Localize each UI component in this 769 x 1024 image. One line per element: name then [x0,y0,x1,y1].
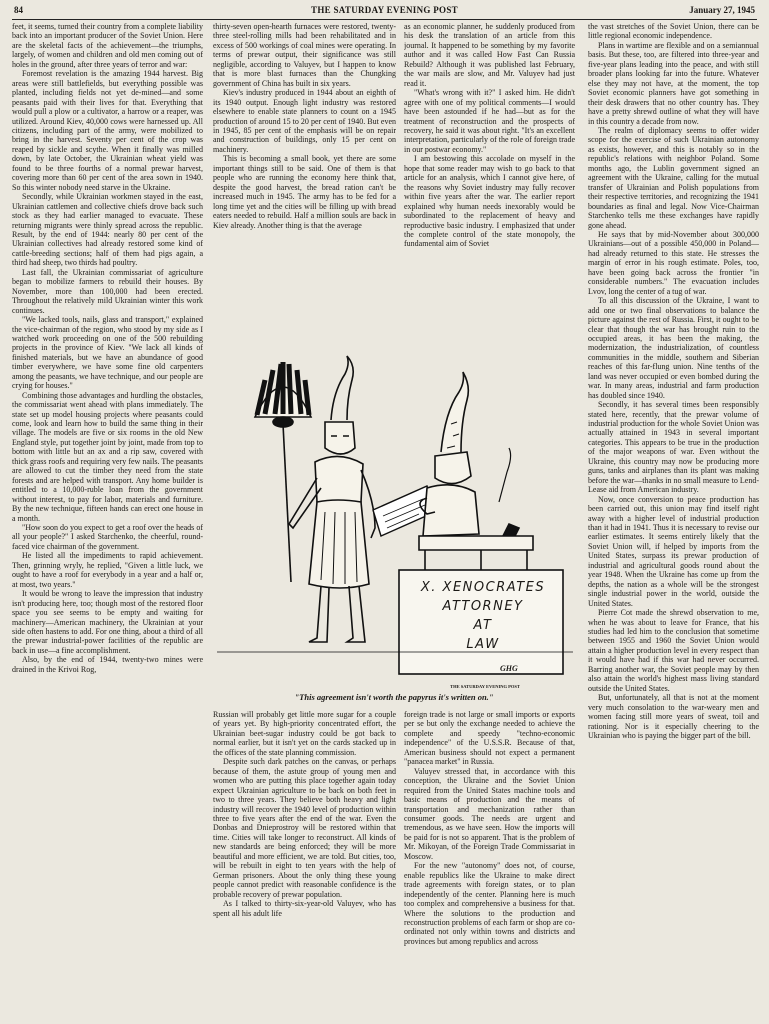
paragraph: the vast stretches of the Soviet Union, there can be little regional economic independence. [588,22,759,41]
sign-line: ATTORNEY [442,599,524,614]
paragraph: To all this discussion of the Ukraine, I want to add one or two final observations to balance the picture against the rest of Russia. First, it ought to be clear that though the war has brought ruin to the occupied areas, it has been the making, the modernization, the industrialization, of countless communities in the middle, southern and Siberian reaches of this far-flung union. Nine tenths of the land was never occupied or even bombed during the war. In many areas, industrial and farm production has doubled since 1940. [588,296,759,400]
column-2-bottom [213,710,396,1020]
paragraph: thirty-seven open-hearth furnaces were restored, twenty-three steel-rolling mills had been rehabilitated and in excess of 500 workings of coal mines were operating. In terms of prewar output, their significance was still negligible, according to Valuyev, but I happen to know that is more blast furnaces than the Chungking government of China has built in six years. [213,22,396,88]
column-1 [12,22,203,1020]
cartoon-credit: THE SATURDAY EVENING POST [450,684,520,689]
paragraph: Valuyev stressed that, in accordance with this conception, the Ukraine and the Soviet Union required from the United States machine tools and basic means of production and the means of transportation and mechanization rather than consumer goods. The needs are urgent and tremendous, as we have seen. How the imports will be paid for is not so apparent. That is the problem of Mr. Mikoyan, of the Foreign Trade Commissariat in Moscow. [404,766,575,861]
paragraph: Now, once conversion to peace production has been carried out, this union may find itself right away with a higher level of industrial production than it had in 1941. Thus it is necessary to revise our earlier estimates. It seems entirely likely that the Soviet Union will, if helped by imports from the United States, surpass its prewar production of industrial and agricultural goods round about the year 1948. When the Ukraine has come up from the depths, the nation as a whole will be the strongest single industrial power in the world, outside the United States. [588,494,759,608]
paragraph: He listed all the impediments to rapid achievement. Then, grinning wryly, he replied, "Given a little luck, we ought to have a roof for everybody in a year and a half or, at most, two years." [12,551,203,589]
paragraph: For the new "autonomy" does not, of course, enable republics like the Ukraine to make direct trade agreements with foreign states, or to plan independently of the center. Planning here is much too complex and comprehensive a business for that. Where the solutions to the production and reconstruction problems of each farm or shop are co-ordinated not only within towns and districts and provinces but among republics and across [404,861,575,946]
sign-line: LAW [466,637,500,652]
paragraph: Secondly, while Ukrainian workmen stayed in the east, Ukrainian cattlemen and collective chiefs drove back such stock as they had earlier managed to evacuate. These returning migrants were thinly spread across the republic. Result, by the end of 1944: nearly 80 per cent of the Ukrainian collectives had already restored some kind of cattle-breeding sections; half of them had pigs again, a third had sheep, two thirds had poultry. [12,192,203,268]
paragraph: as an economic planner, he suddenly produced from his desk the translation of an article from this journal. It happened to be something by my favorite author and it was called How Fast Can Russia Rebuild? Although it was published last February, the war mails are slow, and Mr. Valuyev had just read it. [404,22,575,88]
cartoon-caption: "This agreement isn't worth the papyrus it's written on." [294,692,494,702]
paragraph: Kiev's industry produced in 1944 about an eighth of its 1940 output. Enough light industry was restored elsewhere to enable state planners to count on a 1945 production of around 15 to 20 per cent of 1940. But even in 1945, 85 per cent of the emphasis will be on repair and construction of buildings, only 15 per cent on machinery. [213,88,396,154]
paragraph: "What's wrong with it?" I asked him. He didn't agree with one of my political comments—I would have been astounded if he had—but as for the treatment of reconstruction and the prospects of recovery, he said it was about right. "It's an excellent interpretation, particularly of the role of foreign trade in our postwar economy." [404,88,575,154]
paragraph: But, unfortunately, all that is not at the moment very much consolation to the war-weary men and women facing still more years of sweat, toil and rationing. Nor is it especially cheering to the Ukrainian who is paying the bigger part of the bill. [588,693,759,740]
paragraph: Plans in wartime are flexible and on a semiannual basis. But these, too, are filtered into three-year and five-year plans leading into the peace, and with still broader plans looking far into the future. Whatever else they may not have, at the moment, the top Soviet economic planners have got something in their desk drawers that no other country has. They have a pretty shrewd outline of what they will have in this country a decade from now. [588,40,759,126]
paragraph: Secondly, it has several times been responsibly stated here, recently, that the prewar volume of industrial production for the whole Soviet Union was actually attained in 1943 in several important categories. This appears to be true in the production of the major weapons of war. Even without the Ukraine, this country may now be producing more guns, tanks and airplanes than its plant was making before the war—thanks in no small measure to Lend-Lease aid from American industry. [588,400,759,495]
sign-line: AT [473,618,493,633]
artist-signature: GHG [500,664,518,673]
header-rule [12,19,757,20]
column-3-bottom [404,710,575,1020]
fan-icon [255,362,311,582]
attorney-sign-text [408,578,558,654]
paragraph: Russian will probably get little more sugar for a couple of years yet. By high-priority concentrated effort, the Ukrainian beet-sugar industry could be got back to normal earlier, but it isn't yet on the cards stacked up in the offices of the state planning commission. [213,710,396,757]
paragraph: The realm of diplomacy seems to offer wider scope for the exercise of such Ukrainian autonomy as exists, however, and this is notably so in the republic's relations with neighbor Poland. Some months ago, the Lublin government signed an agreement with the Ukraine, calling for the mutual transfer of Ukrainian and Polish populations from their respective territories, and recognizing the 1941 boundaries as final and legal. Now Vice-Chairman Starchenko tells me these exchanges have rapidly gone ahead. [588,125,759,230]
paragraph: I am bestowing this accolade on myself in the hope that some reader may wish to go back to that article for an analysis, which I cannot give here, of the reasons why Soviet industry may fully recover within five years after the war. The earlier report explained why human needs inexorably would be subordinated to the replacement of heavy and reproductive basic industry. I emphasized that under the complete control of the state monopoly, the fundamental aim of Soviet [404,154,575,249]
column-4 [588,22,759,1020]
paragraph: As I talked to thirty-six-year-old Valuyev, who has spent all his adult life [213,899,396,918]
paragraph: He says that by mid-November about 300,000 Ukrainians—out of a possible 450,000 in Poland—had already returned to this state. He stresses the margin of error in his rough estimate. Poles, too, have been going back across the frontier "in considerable numbers." The evacuation includes Lvov, long the center of a tug of war. [588,229,759,296]
paragraph: Combining those advantages and hurdling the obstacles, the commissariat went ahead with plans immediately. The state set up model housing projects where peasants could come, look and learn how to build the same thing in their village. The models are five or six rooms in the old New England style, put together joint by joint, made from top to bottom with little but an ax and a rip saw, covered with thick grass roofs and requiring very few nails. The peasants are allowed to cut the timber they need from the state forests and are helped with transport. Any home builder is entitled to a 10,000-ruble loan from the government without interest, to pay for labor, materials and furniture. By the new technique, fifteen hands can erect one house in a month. [12,390,203,523]
paragraph: "How soon do you expect to get a roof over the heads of all your people?" I asked Starchenko, the cheerful, round-faced vice chairman of the government. [12,523,203,551]
paragraph: Last fall, the Ukrainian commissariat of agriculture began to mobilize farmers to rebuild their houses. By November, more than 100,000 had been erected. Throughout the relatively mild Ukrainian winter this work continues. [12,267,203,315]
page-number: 84 [14,5,23,15]
issue-date: January 27, 1945 [689,5,755,15]
paragraph: It would be wrong to leave the impression that industry isn't producing here, too; though most of the restored floor space you see seems to be empty and waiting for machinery—American machinery, the Ukrainian at your side often hastens to add. For one thing, about a third of all the prewar industrial-power facilities of the republic are back in use—a fine accomplishment. [12,589,203,655]
paragraph: foreign trade is not large or small imports or exports per se but only the exchange needed to achieve the complete and speedy "techno-economic independence" of the U.S.S.R. Because of that, American business should not expect a permanent "panacea market" in Russia. [404,710,575,767]
paragraph: Also, by the end of 1944, twenty-two mines were drained in the Krivoi Rog, [12,655,203,674]
paragraph: feet, it seems, turned their country from a complete liability back into an important producer of the Soviet Union. Here are the skeletal facts of the achievement—the triumphs, largely, of women and children and old men coming out of holes in the ground, after three years of terror and war: [12,22,203,69]
paragraph: Pierre Cot made the shrewd observation to me, when he was about to leave for France, that his studies had led him to the conclusion that sometime between 1955 and 1960 the Soviet Union would attain a higher production level in every respect than it would have had if this war had never occurred. Barring another war, the Soviet people may by then also attain the world's highest mass living standard outside the United States. [588,608,759,693]
paragraph: This is becoming a small book, yet there are some important things still to be said. One of them is that people who are running the economy here think that, despite the good harvest, the bread ration can't be increased much in 1945. The army has to be fed for a long time yet and the cities will be filling up with bread eaters needed to rebuild. Half a million souls are back in Kiev already. Another thing is that the average [213,154,396,230]
page-header [14,5,755,19]
column-2-top [213,22,396,347]
column-3-top [404,22,575,347]
egyptian-figure-seated [419,372,533,592]
paragraph: Despite such dark patches on the canvas, or perhaps because of them, the astute group of young men and women who are putting this place together again today expect Ukrainian agriculture to be back on both feet in two to three years. They believe both heavy and light industry will recover the 1940 level of production within three to five years after the end of the war. Even the Donbas and Dnieprostroy will be restored within that time. Cities will take longer to reconstruct. All kinds of new standards are being enforced; they will be more beautiful and more efficient, we are told. But cities, too, will be rebuilt in eight to ten years with the help of German prisoners. About the only thing these young people cannot predict with reasonable confidence is the probable recovery of prewar population. [213,757,396,899]
publication-title: THE SATURDAY EVENING POST [311,5,458,15]
paragraph: Foremost revelation is the amazing 1944 harvest. Big areas were still battlefields, but everything possible was planted, including fields not yet de-mined—and some peasants paid with their lives for that. Everything that would pull a plow or a cultivator, a harrow or a reaper, was utilized. Around Kiev, 40,000 cows were harnessed up. All citizens, including part of the army, were mobilized to bring in the harvest. Seventy per cent of the crop was reaped by sickle and scythe. When it finally was milled down, by late October, the Ukrainian wheat yield was found to be three fourths of a normal prewar harvest, covering more than 60 per cent of the area sown in 1940. So this winter nobody need starve in the Ukraine. [12,69,203,192]
sign-line: X. XENOCRATES [420,580,546,595]
paragraph: "We lacked tools, nails, glass and transport," explained the vice-chairman of the region, who stood by my side as I watched work proceeding on one of the 500 rebuilding projects in the province of Kiev. "We lack all kinds of finished materials, but we have an abundance of good timber everywhere, we have some fine old carpenters among the peasants, we have technique, and our people are crying for houses." [12,315,203,391]
